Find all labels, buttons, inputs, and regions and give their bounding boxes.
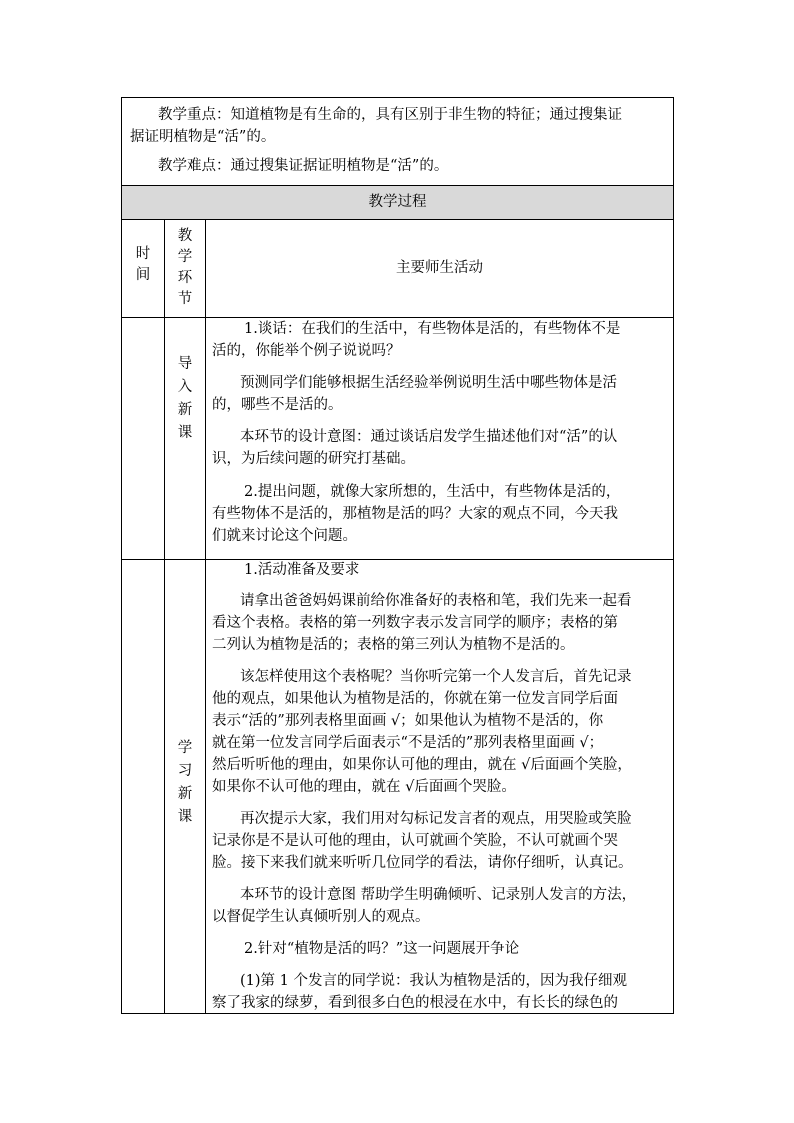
teaching-focus-line-1: 教学重点：知道植物是有生命的，具有区别于非生物的特征；通过搜集证 <box>158 107 622 123</box>
lesson-plan-table <box>121 97 674 1014</box>
col-stage-char-3: 环 <box>177 270 193 286</box>
objectives-row <box>122 98 673 186</box>
col-time-char-1: 时 <box>135 246 151 262</box>
learn-stage-char-4: 课 <box>177 809 193 825</box>
learn-stage-char-1: 学 <box>177 740 193 756</box>
learn-line-1: 1.活动准备及要求 <box>244 562 360 578</box>
col-activity-header: 主要师生活动 <box>396 260 483 276</box>
intro-stage-char-4: 课 <box>177 425 193 441</box>
intro-stage-char-2: 入 <box>177 379 193 395</box>
col-stage-char-1: 教 <box>177 228 193 244</box>
intro-stage-char-1: 导 <box>177 356 193 372</box>
teaching-difficulty: 教学难点：通过搜集证据证明植物是“活”的。 <box>158 158 449 174</box>
learn-line-12: 记录你是不是认可他的理由，认可就画个笑脸，不认可就画个哭 <box>212 833 618 849</box>
learn-line-4: 二列认为植物是活的；表格的第三列认为植物不是活的。 <box>212 637 575 653</box>
intro-line-2: 活的，你能举个例子说说吗？ <box>212 343 401 359</box>
learn-line-10: 如果你不认可他的理由，就在 √后面画个哭脸。 <box>212 779 516 795</box>
learn-line-13: 脸。接下来我们就来听听几位同学的看法，请你仔细听，认真记。 <box>212 855 633 871</box>
column-divider-1 <box>164 220 165 1013</box>
learn-line-17: (1)第 1 个发言的同学说：我认为植物是活的，因为我仔细观 <box>240 973 627 989</box>
intro-line-8: 有些物体不是活的，那植物是活的吗？大家的观点不同，今天我 <box>212 506 618 522</box>
col-time-char-2: 间 <box>135 267 151 283</box>
learn-line-18: 察了我家的绿萝，看到很多白色的根浸在水中，有长长的绿色的 <box>212 995 618 1011</box>
intro-line-5: 本环节的设计意图：通过谈话启发学生描述他们对“活”的认 <box>240 429 618 445</box>
learn-line-8: 就在第一位发言同学后面表示“不是活的”那列表格里面画 √； <box>212 735 604 751</box>
intro-line-4: 的，哪些不是活的。 <box>212 397 343 413</box>
learn-line-15: 以督促学生认真倾听别人的观点。 <box>212 909 430 925</box>
learn-line-14: 本环节的设计意图 帮助学生明确倾听、记录别人发言的方法， <box>240 887 637 903</box>
intro-line-9: 们就来讨论这个问题。 <box>212 528 357 544</box>
learn-line-3: 看这个表格。表格的第一列数字表示发言同学的顺序；表格的第 <box>212 615 618 631</box>
process-header: 教学过程 <box>122 186 673 220</box>
col-stage-char-4: 节 <box>177 291 193 307</box>
learn-line-7: 表示“活的”那列表格里面画 √；如果他认为植物不是活的，你 <box>212 713 604 729</box>
intro-line-6: 识，为后续问题的研究打基础。 <box>212 451 415 467</box>
learn-stage-char-2: 习 <box>177 763 193 779</box>
teaching-focus-line-2: 据证明植物是“活”的。 <box>130 129 276 145</box>
learn-line-9: 然后听听他的理由，如果你认可他的理由，就在 √后面画个笑脸， <box>212 757 632 773</box>
intro-line-7: 2.提出问题，就像大家所想的，生活中，有些物体是活的， <box>244 484 621 500</box>
learn-line-2: 请拿出爸爸妈妈课前给你准备好的表格和笔，我们先来一起看 <box>240 593 632 609</box>
col-stage-char-2: 学 <box>177 249 193 265</box>
intro-line-3: 预测同学们能够根据生活经验举例说明生活中哪些物体是活 <box>240 375 617 391</box>
intro-line-1: 1.谈话：在我们的生活中，有些物体是活的，有些物体不是 <box>244 321 621 337</box>
learn-line-6: 他的观点，如果他认为植物是活的，你就在第一位发言同学后面 <box>212 691 618 707</box>
learn-line-16: 2.针对“植物是活的吗？”这一问题展开争论 <box>244 941 520 957</box>
learn-line-5: 该怎样使用这个表格呢？当你听完第一个人发言后，首先记录 <box>240 669 632 685</box>
column-divider-2 <box>205 220 206 1013</box>
learn-line-11: 再次提示大家，我们用对勾标记发言者的观点，用哭脸或笑脸 <box>240 811 632 827</box>
learn-stage-char-3: 新 <box>177 786 193 802</box>
intro-stage-char-3: 新 <box>177 402 193 418</box>
